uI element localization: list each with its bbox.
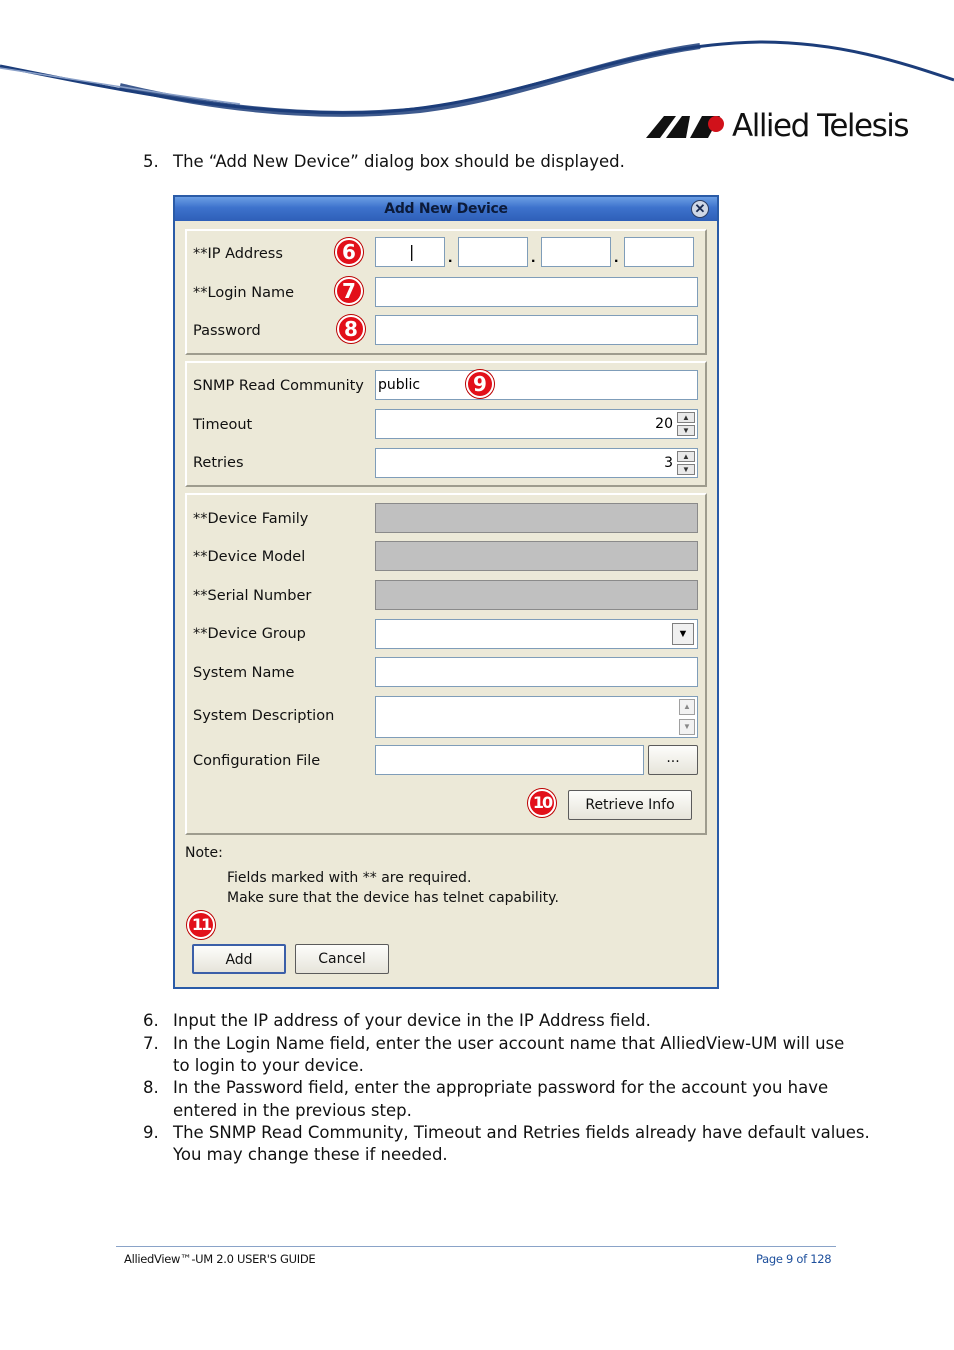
retrieve-info-button[interactable]: Retrieve Info	[568, 790, 692, 820]
step-8-line-2: entered in the previous step.	[173, 1101, 412, 1120]
spin-up-icon[interactable]: ▲	[677, 412, 695, 423]
serial-number-label: **Serial Number	[193, 588, 312, 604]
timeout-spin-buttons[interactable]	[677, 412, 695, 436]
login-name-label: **Login Name	[193, 285, 295, 301]
allied-telesis-logo-mark	[646, 112, 728, 140]
ip-dot-1: .	[448, 249, 453, 266]
step-6-line-1: Input the IP address of your device in the IP Address field.	[173, 1011, 651, 1030]
step-7-number: 7.	[143, 1034, 159, 1053]
timeout-value: 20	[655, 416, 673, 432]
step-5-text: The “Add New Device” dialog box should be displayed.	[173, 152, 625, 171]
ip-octet-1-input[interactable]	[375, 237, 445, 267]
step-9-line-2: You may change these if needed.	[173, 1145, 448, 1164]
device-family-label: **Device Family	[193, 511, 309, 527]
configuration-file-label: Configuration File	[193, 753, 321, 769]
device-family-field	[375, 503, 698, 533]
device-group-label: **Device Group	[193, 626, 306, 642]
callout-11: 11	[187, 911, 215, 939]
snmp-read-community-value: public	[378, 377, 421, 393]
password-label: Password	[193, 323, 261, 339]
ip-octet-2-input[interactable]	[458, 237, 528, 267]
note-line-1: Fields marked with ** are required.	[227, 870, 472, 886]
step-7-line-2: to login to your device.	[173, 1056, 364, 1075]
snmp-read-community-input[interactable]	[375, 370, 698, 400]
dialog-title: Add New Device	[384, 201, 508, 217]
footer-page-number: Page 9 of 128	[756, 1252, 832, 1266]
step-7-line-1: In the Login Name field, enter the user account name that AlliedView-UM will use	[173, 1034, 845, 1053]
step-5-number: 5.	[143, 152, 159, 171]
footer-guide-title: AlliedView™-UM 2.0 USER'S GUIDE	[124, 1252, 316, 1266]
add-new-device-dialog	[173, 195, 719, 989]
browse-button[interactable]: ...	[648, 745, 698, 775]
text-cursor: |	[409, 242, 415, 261]
brand-name: Allied Telesis	[732, 108, 908, 144]
callout-8: 8	[337, 315, 365, 343]
device-model-label: **Device Model	[193, 549, 306, 565]
serial-number-field	[375, 580, 698, 610]
system-name-input[interactable]	[375, 657, 698, 687]
dialog-titlebar	[175, 197, 717, 221]
spin-down-icon[interactable]: ▼	[677, 425, 695, 436]
cancel-button[interactable]: Cancel	[295, 944, 389, 974]
callout-6: 6	[335, 238, 363, 266]
callout-7: 7	[335, 277, 363, 305]
ip-dot-2: .	[531, 249, 536, 266]
ip-dot-3: .	[614, 249, 619, 266]
timeout-spinner[interactable]	[375, 409, 698, 439]
spin-up-icon[interactable]: ▲	[677, 451, 695, 462]
spin-down-icon[interactable]: ▼	[677, 464, 695, 475]
step-8-line-1: In the Password field, enter the appropriate password for the account you have	[173, 1078, 829, 1097]
callout-10: 10	[528, 789, 556, 817]
footer-rule	[116, 1246, 836, 1247]
note-heading: Note:	[185, 845, 223, 861]
ip-octet-4-input[interactable]	[624, 237, 694, 267]
retries-label: Retries	[193, 455, 244, 471]
configuration-file-input[interactable]	[375, 745, 644, 775]
step-9-line-1: The SNMP Read Community, Timeout and Retries fields already have default values.	[173, 1123, 870, 1142]
step-9-number: 9.	[143, 1123, 159, 1142]
login-name-input[interactable]	[375, 277, 698, 307]
scroll-down-icon[interactable]: ▼	[679, 719, 695, 735]
note-line-2: Make sure that the device has telnet capability.	[227, 890, 559, 906]
retries-value: 3	[664, 455, 673, 471]
ip-address-label: **IP Address	[193, 246, 283, 262]
description-scrollbar[interactable]	[679, 699, 695, 735]
system-description-label: System Description	[193, 708, 335, 724]
timeout-label: Timeout	[193, 417, 253, 433]
system-name-label: System Name	[193, 665, 295, 681]
scroll-up-icon[interactable]: ▲	[679, 699, 695, 715]
chevron-down-icon[interactable]: ▼	[672, 623, 694, 645]
device-group-select[interactable]	[375, 619, 698, 649]
retries-spinner[interactable]	[375, 448, 698, 478]
add-button[interactable]: Add	[192, 944, 286, 974]
close-icon[interactable]: ✕	[691, 200, 709, 218]
step-6-number: 6.	[143, 1011, 159, 1030]
retries-spin-buttons[interactable]	[677, 451, 695, 475]
device-model-field	[375, 541, 698, 571]
ip-octet-3-input[interactable]	[541, 237, 611, 267]
system-description-textarea[interactable]	[375, 696, 698, 738]
callout-9: 9	[466, 370, 494, 398]
snmp-read-community-label: SNMP Read Community	[193, 378, 364, 394]
password-input[interactable]	[375, 315, 698, 345]
step-8-number: 8.	[143, 1078, 159, 1097]
